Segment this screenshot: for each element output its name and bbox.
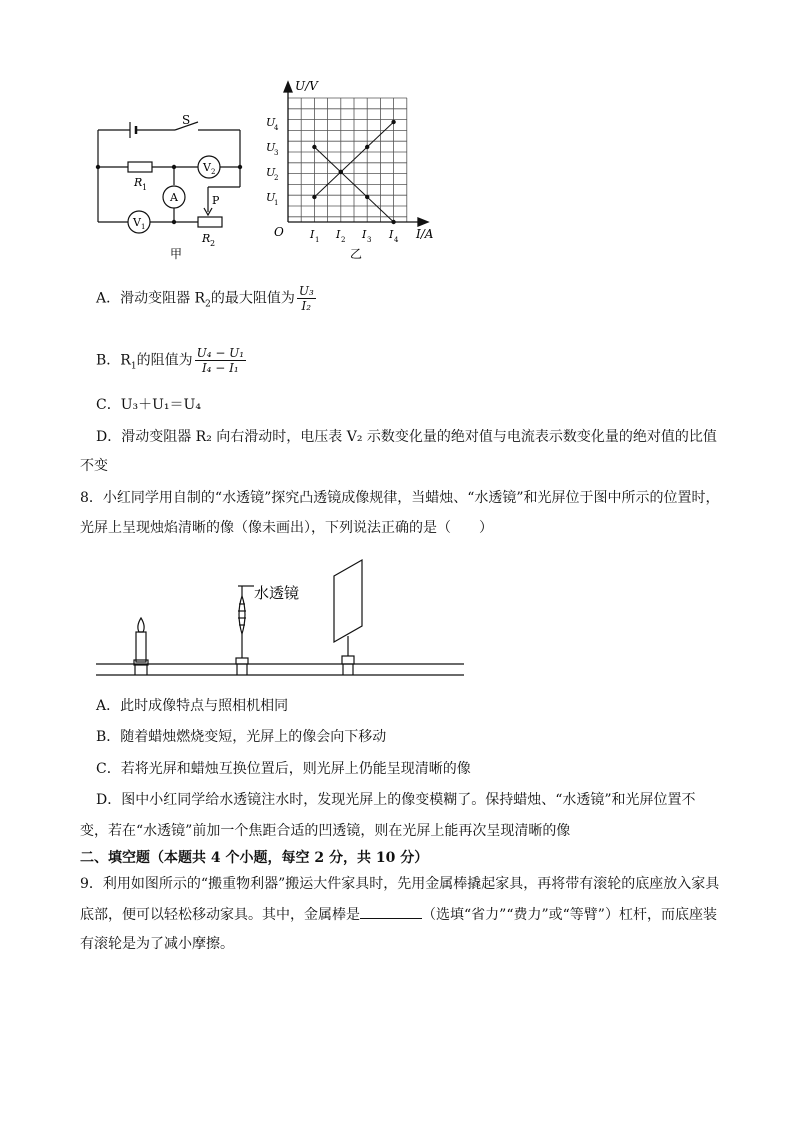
u4-label: U <box>266 116 276 129</box>
svg-text:4: 4 <box>274 124 279 132</box>
i4-label: I <box>389 228 394 241</box>
svg-text:1: 1 <box>141 223 146 231</box>
i1-label: I <box>310 228 315 241</box>
figure-a-caption: 甲 <box>170 247 183 261</box>
circuit-diagram <box>90 112 260 262</box>
u3-label: U <box>266 141 276 154</box>
q8-option-d-line2: 变，若在“水透镜”前加一个焦距合适的凹透镜，则在光屏上能再次呈现清晰的像 <box>80 823 571 839</box>
ui-graph <box>262 76 442 262</box>
q8-option-b: B．随着蜡烛燃烧变短，光屏上的像会向下移动 <box>96 729 387 745</box>
i2-label: I <box>336 228 341 241</box>
i3-label: I <box>362 228 367 241</box>
q9-line2: 底部，便可以轻松移动家具。其中，金属棒是 （选填“省力”“费力”或“等臂”）杠杆，而底座装 <box>80 904 717 925</box>
v1-label: V <box>133 216 141 229</box>
svg-text:2: 2 <box>210 239 216 248</box>
q7-option-c: C．U₃＋U₁＝U₄ <box>96 397 201 413</box>
optical-bench-figure <box>94 556 466 680</box>
q7-option-b-fraction: $\frac{\text{U₄ − U₁}}{\text{I₄ − I₁}}$ <box>196 346 245 375</box>
svg-text:2: 2 <box>211 168 216 176</box>
svg-text:2: 2 <box>274 174 279 182</box>
u2-label: U <box>266 166 276 179</box>
svg-text:3: 3 <box>367 236 372 244</box>
x-axis-label: I/A <box>416 227 434 241</box>
svg-text:4: 4 <box>394 236 399 244</box>
switch-label: S <box>182 113 191 127</box>
y-axis-label: U/V <box>295 79 318 93</box>
water-lens-label: 水透镜 <box>254 584 300 602</box>
q8-stem-line2: 光屏上呈现烛焰清晰的像（像未画出），下列说法正确的是（ ） <box>80 520 493 536</box>
q8-option-c: C．若将光屏和蜡烛互换位置后，则光屏上仍能呈现清晰的像 <box>96 761 471 777</box>
q7-option-d-line1: D．滑动变阻器 R₂ 向右滑动时，电压表 V₂ 示数变化量的绝对值与电流表示数变化量的绝对值的比值 <box>96 429 717 445</box>
v2-label: V <box>203 161 211 174</box>
svg-text:2: 2 <box>341 236 346 244</box>
q7-option-b: B．$R_1$的阻值为 $\frac{\text{U₄ − U₁}}{\text{I₄ − I₁}}$ <box>96 346 245 375</box>
r1-label: R <box>134 176 143 189</box>
q7-option-a-fraction: $\frac{\text{U₃}}{\text{I₂}}$ <box>298 284 314 313</box>
figure-b-caption: 乙 <box>350 247 363 261</box>
q7-option-d-line2: 不变 <box>80 458 108 474</box>
q8-option-a: A．此时成像特点与照相机相同 <box>96 698 289 714</box>
q9-line3: 有滚轮是为了减小摩擦。 <box>80 936 234 952</box>
svg-text:3: 3 <box>274 149 279 157</box>
q8-stem-line1: 8．小红同学用自制的“水透镜”探究凸透镜成像规律，当蜡烛、“水透镜”和光屏位于图中所示的位置时， <box>80 490 720 506</box>
r2-label: R <box>202 232 211 245</box>
origin-label: O <box>274 225 284 239</box>
section-title: 二、填空题（本题共 4 个小题，每空 2 分，共 10 分） <box>80 850 429 866</box>
svg-text:1: 1 <box>142 183 148 192</box>
u1-label: U <box>266 191 276 204</box>
answer-blank[interactable] <box>360 904 422 919</box>
svg-text:1: 1 <box>315 236 320 244</box>
q8-option-d-line1: D．图中小红同学给水透镜注水时，发现光屏上的像变模糊了。保持蜡烛、“水透镜”和光屏位置不 <box>96 792 696 808</box>
q9-line1: 9．利用如图所示的“搬重物利器”搬运大件家具时，先用金属棒撬起家具，再将带有滚轮的底座放入家具 <box>80 876 720 892</box>
svg-text:1: 1 <box>274 199 279 207</box>
slider-label: P <box>212 194 220 207</box>
ammeter-label: A <box>170 191 178 204</box>
q7-option-a: A．滑动变阻器 $R_2$的最大阻值为 $\frac{\text{U₃}}{\text{I₂}}$ <box>96 284 314 313</box>
